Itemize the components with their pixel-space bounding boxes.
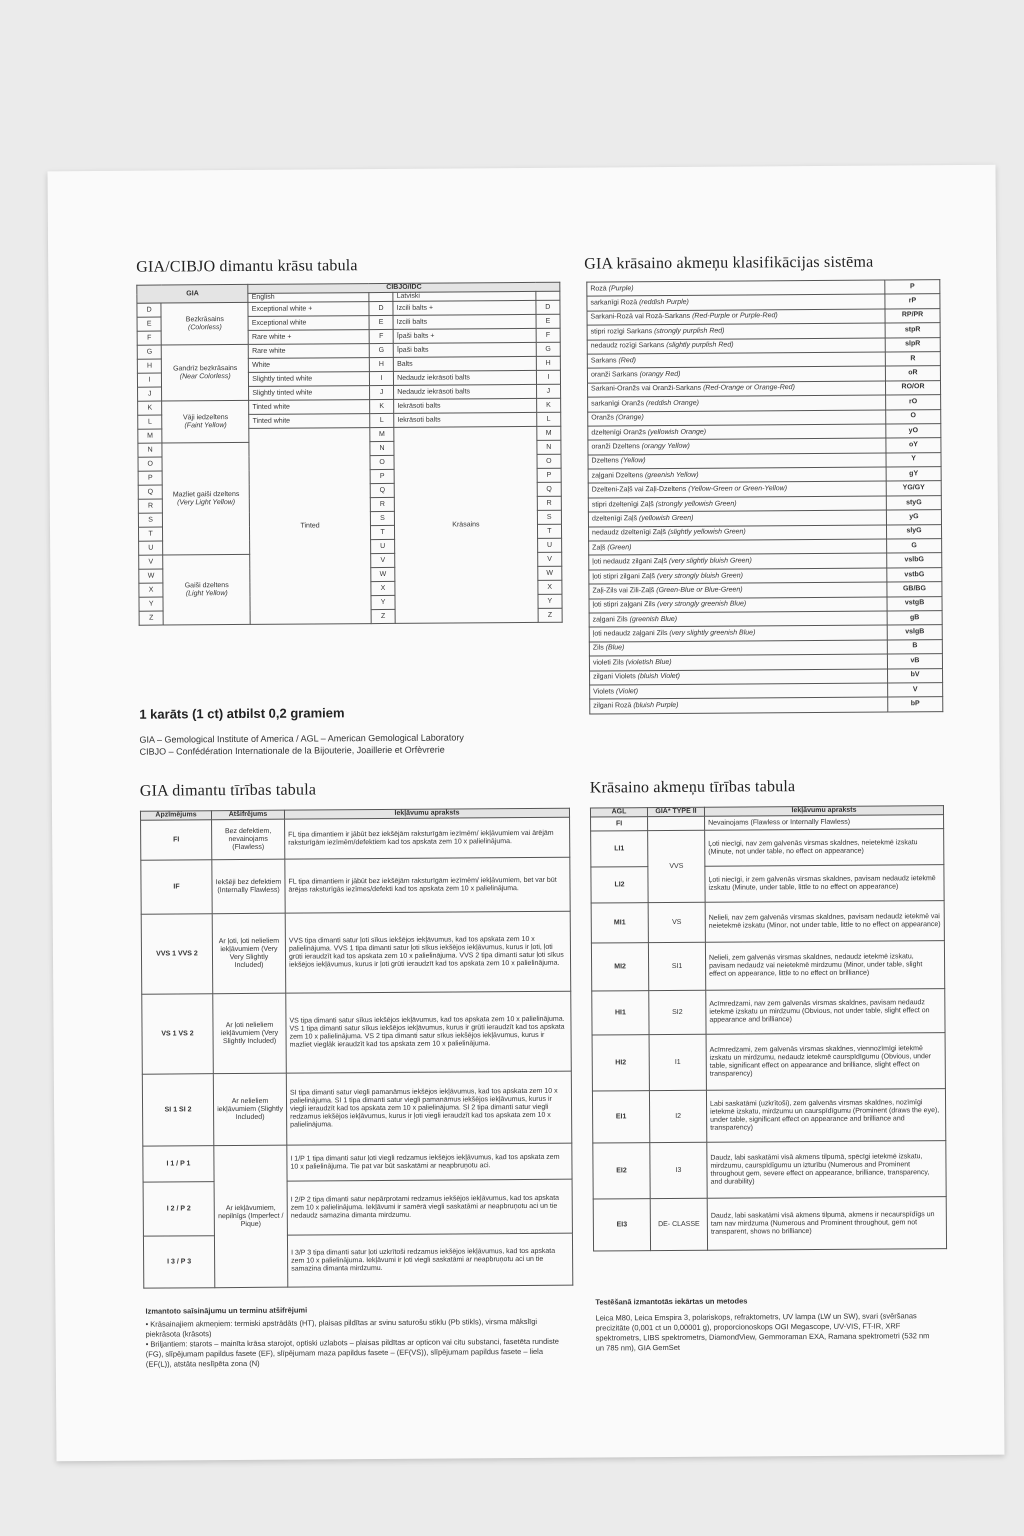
grade-name: Violets bbox=[593, 687, 617, 696]
grade-name: Oranžs bbox=[591, 414, 616, 422]
agl-grade: MI2 bbox=[591, 943, 648, 991]
clarity-grade: I 2 / P 2 bbox=[143, 1182, 214, 1236]
latvian-header: Latviski bbox=[393, 291, 536, 301]
grade-code: P bbox=[885, 280, 940, 295]
grade-name: zilgani Rozā bbox=[593, 702, 634, 710]
grade-code: slyG bbox=[886, 524, 941, 539]
grade-letter: W bbox=[139, 569, 163, 583]
idc-letter: U bbox=[537, 538, 561, 552]
idc-letter: V bbox=[537, 552, 561, 566]
grade-letter: R bbox=[138, 499, 162, 513]
grade-english: (very slightly bluish Green) bbox=[668, 557, 752, 566]
idc-letter: M bbox=[536, 426, 560, 440]
grade-code: O bbox=[886, 409, 941, 424]
grade-name: Dzeltens bbox=[591, 457, 621, 465]
grade-name: dzeltenīgi Zaļš bbox=[591, 515, 640, 523]
grade-english: (reddish Orange) bbox=[645, 399, 699, 407]
group-english: (Colorless) bbox=[187, 323, 222, 331]
grade-code: rO bbox=[886, 395, 941, 410]
clarity-meaning: Iekšēji bez defektiem (Internally Flawless) bbox=[212, 859, 285, 914]
agl-grade: FI bbox=[591, 817, 648, 831]
clarity-description: FL tipa dimantiem ir jābūt bez iekšējām raksturīgām iezīmēm/ iekļāvumiem, bet var būt ārējas raksturīgās iezīmes/defekti kad tos apskata zem 10 x palielinājuma. bbox=[285, 857, 570, 913]
grade-letter: E bbox=[137, 317, 161, 331]
grade-english: (greenish Yellow) bbox=[644, 471, 699, 479]
grade-letter: X bbox=[139, 583, 163, 597]
inclusion-header: Iekļāvumu apraksts bbox=[704, 806, 943, 817]
latvian-term: Balts bbox=[394, 356, 537, 371]
idc-letter: K bbox=[536, 398, 560, 412]
english-term: Exceptional white bbox=[248, 316, 369, 331]
english-term: Tinted white bbox=[249, 414, 370, 429]
gia-type-grade: VS bbox=[648, 902, 705, 942]
terms-bullet-stones: • Krāsainajiem akmeņiem: termiski apstrādāts (HT), plaisas pildītas ar svinu saturošu stiklu (Pb stikls), virsma mākslīgi piekrāsota (krāsots) bbox=[145, 1316, 538, 1339]
grade-letter: L bbox=[138, 415, 162, 429]
gia-type-grade: SI1 bbox=[648, 942, 705, 990]
group-name: Gandrīz bezkrāsains bbox=[173, 364, 238, 372]
designation-header: Apzīmējums bbox=[140, 811, 211, 820]
idc-letter: P bbox=[537, 468, 561, 482]
grade-name: oranži Dzeltens bbox=[591, 443, 642, 451]
clarity-meaning: Bez defektiem, nevainojams (Flawless) bbox=[212, 819, 285, 860]
inclusion-description: Daudz, labi saskatāmi visā akmens tilpumā, akmens ir necaurspīdīgs un tam nav mirdzuma (Numerous and Prominent throughout, gem not transparent, shows no brilliance) bbox=[707, 1197, 946, 1251]
cibjo-letter: U bbox=[370, 539, 394, 553]
grade-code: yG bbox=[886, 510, 941, 525]
grade-code: bP bbox=[888, 697, 943, 712]
grade-code: B bbox=[887, 639, 942, 654]
idc-letter: Q bbox=[537, 482, 561, 496]
grade-code: oY bbox=[886, 438, 941, 453]
grade-letter: N bbox=[138, 443, 162, 457]
clarity-meaning: Ar ļoti, ļoti nelieliem iekļāvumiem (Very Very Slightly Included) bbox=[212, 913, 286, 994]
grade-letter: I bbox=[137, 373, 161, 387]
cibjo-letter: G bbox=[369, 343, 393, 357]
clarity-description: FL tipa dimantiem ir jābūt bez iekšējām raksturīgām iezīmēm/ iekļāvumiem vai ārējām raksturīgām iezīmēm/defektiem kad tos apskata zem 10 x palielinājuma. bbox=[285, 817, 570, 859]
grade-english: (Green-Blue or Blue-Green) bbox=[656, 586, 743, 594]
grade-code: bV bbox=[888, 668, 943, 683]
cibjo-letter: Q bbox=[370, 483, 394, 497]
inclusion-description: Ļoti niecīgi, ir zem galvenās virsmas skaldnes, pavisam nedaudz ietekmē izskatu (Minute, under table, little to no effect on appearance) bbox=[705, 865, 944, 903]
grade-name: ļoti stipri zilgani Zaļš bbox=[592, 572, 657, 581]
cibjo-letter: I bbox=[369, 371, 393, 385]
cibjo-letter: K bbox=[370, 399, 394, 413]
cibjo-letter: F bbox=[369, 329, 393, 343]
clarity-table-title: GIA dimantu tīrības tabula bbox=[139, 781, 317, 800]
cibjo-letter: P bbox=[370, 469, 394, 483]
grade-english: (orangy Yellow) bbox=[641, 442, 690, 451]
grade-english: (reddish Purple) bbox=[639, 298, 689, 307]
idc-letter: S bbox=[537, 510, 561, 524]
grade-english: (bluish Purple) bbox=[633, 701, 679, 710]
grade-letter: U bbox=[139, 541, 163, 555]
cibjo-letter: Y bbox=[371, 595, 395, 609]
grade-name: ļoti stipri zaļgani Zils bbox=[592, 601, 658, 609]
idc-letter: J bbox=[536, 384, 560, 398]
gia-definition: GIA – Gemological Institute of America / AGL – American Gemological Laboratory bbox=[139, 732, 464, 745]
clarity-grade: VS 1 VS 2 bbox=[142, 994, 214, 1074]
grade-letter: O bbox=[138, 457, 162, 471]
inclusion-description: Acīmredzami, nav zem galvenās virsmas skaldnes, pavisam nedaudz ietekmē izskatu un mirdzumu (Obvious, not under table, slight effect on appearance and brilliance) bbox=[706, 989, 945, 1035]
spacer bbox=[369, 292, 393, 301]
gia-header: GIA bbox=[137, 284, 248, 303]
carat-statement: 1 karāts (1 ct) atbilst 0,2 gramiem bbox=[139, 705, 345, 722]
english-term: Rare white + bbox=[248, 330, 369, 345]
tinted-label: Tinted bbox=[249, 428, 371, 625]
idc-letter: O bbox=[537, 454, 561, 468]
grade-english: (Orange) bbox=[615, 414, 644, 422]
meaning-header: Atšifrējums bbox=[211, 810, 284, 820]
stone-clarity-title: Krāsaino akmeņu tīrības tabula bbox=[589, 778, 796, 797]
english-term: Rare white bbox=[249, 344, 370, 359]
grade-letter: T bbox=[138, 527, 162, 541]
color-group bbox=[162, 442, 250, 555]
grade-name: Zils bbox=[592, 644, 606, 652]
grade-letter: G bbox=[137, 345, 161, 359]
grade-english: (greenish Blue) bbox=[629, 615, 678, 623]
grade-code: gY bbox=[886, 467, 941, 482]
agl-grade: LI1 bbox=[591, 831, 648, 867]
grade-code: vB bbox=[887, 654, 942, 669]
clarity-grade: IF bbox=[141, 860, 212, 914]
clarity-meaning: Ar iekļāvumiem, nepilnīgs (Imperfect / Pique) bbox=[214, 1145, 288, 1288]
cibjo-letter: W bbox=[371, 567, 395, 581]
color-table-title: GIA/CIBJO dimantu krāsu tabula bbox=[136, 257, 358, 276]
terms-bullet-diamonds: • Briljantiem: starots – mainīta krāsa starojot, optiski uzlabots – plaisas pildītas ar opticon vai citu substanci, fasetēta rundiste (FG), slīpējumam papildus fasete (EF), slīpējumam maza papildus fasete – (EF(VS)), slīpējumam papildus fasete – liela (EF(L)), atstāta neslīpēta zona (N) bbox=[145, 1336, 559, 1369]
clarity-grade: SI 1 SI 2 bbox=[142, 1074, 214, 1146]
gia-type-grade: I2 bbox=[649, 1090, 706, 1142]
document-sheet bbox=[48, 165, 1005, 1462]
terms-title: Izmantoto saīsinājumu un terminu atšifrējumi bbox=[145, 1305, 308, 1316]
idc-letter: W bbox=[537, 566, 561, 580]
grade-name: Zaļš bbox=[592, 544, 608, 552]
color-group bbox=[162, 400, 249, 443]
grade-english: (Green) bbox=[607, 543, 632, 552]
grade-letter: S bbox=[138, 513, 162, 527]
grade-name: zilgani Violets bbox=[593, 673, 638, 681]
group-english: (Light Yellow) bbox=[185, 589, 228, 597]
clarity-description: VS tipa dimanti satur sīkus iekšējos iekļāvumus, kad tos apskata zem 10 x palielinājuma. VS 1 tipa dimanti satur sīkus iekšējos iekļāvumus, kurus ir grūti ieraudzīt kad tos apskata zem 10 x palielinājuma. VS 2 tipa dimanti satur sīkus iekšējos iekļāvumus, kurus ir mazliet vieglāk ieraudzīt kad tos apskata zem 10 x palielinājuma. bbox=[286, 991, 572, 1073]
english-term: Tinted white bbox=[249, 400, 370, 415]
color-group bbox=[161, 302, 248, 345]
grade-letter: M bbox=[138, 429, 162, 443]
colored-label: Krāsains bbox=[394, 426, 538, 623]
equipment-text: Leica M80, Leica Emspira 3, polariskops, refraktometrs, UV lampa (LW un SW), svari (svēršanas precizitāte (0,001 ct un 0,00001 g), proporcionoskops OGI Megascope, UV-VIS, FT-IR, XRF spektrometrs, LIBS spektrometrs, DiamondView, Gemmoraman EXA, Ramana spektrometri (532 nm un 785 nm), GIA GemSet bbox=[595, 1311, 930, 1353]
idc-letter: Z bbox=[538, 608, 562, 622]
gia-type-grade bbox=[648, 816, 705, 830]
description-header: Iekļāvumu apraksts bbox=[284, 808, 569, 819]
grade-code: R bbox=[885, 352, 940, 367]
grade-code: slpR bbox=[885, 337, 940, 352]
idc-letter: N bbox=[537, 440, 561, 454]
cibjo-letter: O bbox=[370, 455, 394, 469]
grade-code: yO bbox=[886, 424, 941, 439]
grade-english: (Purple) bbox=[608, 284, 634, 293]
grade-name: stipri dzeltenīgi Zaļš bbox=[591, 500, 656, 509]
grade-code: RP/PR bbox=[885, 308, 940, 323]
clarity-meaning: Ar nelieliem iekļāvumiem (Slightly Included) bbox=[213, 1073, 287, 1146]
idc-letter: R bbox=[537, 496, 561, 510]
cibjo-letter: E bbox=[369, 315, 393, 329]
color-grading-table bbox=[586, 279, 943, 714]
color-group bbox=[163, 554, 250, 625]
latvian-term: Iekrāsoti balts bbox=[394, 398, 537, 413]
cibjo-header: CIBJO/IDC bbox=[248, 282, 560, 293]
clarity-description: I 1/P 1 tipa dimanti satur ļoti viegli redzamus iekšējos iekļāvumus, kad tos apskata zem 10 x palielinājuma. Tie pat var būt saskatāmi ar neapbruņotu aci. bbox=[287, 1143, 572, 1181]
grade-description bbox=[590, 697, 888, 713]
grade-english: (Red) bbox=[618, 356, 637, 364]
grade-english: (Yellow-Green or Green-Yellow) bbox=[688, 485, 788, 494]
clarity-grade: FI bbox=[141, 820, 212, 860]
latvian-term: Īpaši balts bbox=[393, 342, 536, 357]
grade-letter: Y bbox=[139, 597, 163, 611]
grade-letter: Z bbox=[139, 611, 163, 625]
group-english: (Near Colorless) bbox=[179, 372, 231, 380]
diamond-color-table bbox=[136, 282, 562, 626]
agl-grade: EI3 bbox=[593, 1199, 650, 1251]
idc-letter: L bbox=[536, 412, 560, 426]
grade-code: vstbG bbox=[887, 567, 942, 582]
latvian-term: Izcili balts bbox=[393, 314, 536, 329]
grade-english: (slightly yellowish Green) bbox=[667, 528, 746, 537]
grade-english: (Blue) bbox=[605, 644, 625, 652]
grade-english: (yellowish Orange) bbox=[647, 428, 707, 436]
english-header: English bbox=[248, 293, 369, 303]
grade-english: (strongly yellowish Green) bbox=[655, 500, 737, 508]
group-name: Gaiši dzeltens bbox=[184, 581, 229, 589]
english-term: Slightly tinted white bbox=[249, 386, 370, 401]
english-term: Slightly tinted white bbox=[249, 372, 370, 387]
group-name: Bezkrāsains bbox=[185, 315, 224, 323]
cibjo-letter: H bbox=[369, 357, 393, 371]
group-english: (Faint Yellow) bbox=[184, 421, 227, 429]
grade-code: YG/GY bbox=[886, 481, 941, 496]
latvian-term: Nedaudz iekrāsoti balts bbox=[394, 370, 537, 385]
grade-name: nedaudz dzeltenīgi Zaļš bbox=[592, 529, 668, 537]
cibjo-letter: D bbox=[369, 301, 393, 315]
agl-grade: LI2 bbox=[591, 867, 648, 903]
cibjo-letter: V bbox=[371, 553, 395, 567]
equipment-section bbox=[595, 1295, 935, 1353]
inclusion-description: Acīmredzami, zem galvenās virsmas skaldnes, viennozīmīgi ietekmē izskatu un mirdzumu, nedaudz ietekmē caurspīdīgumu (Obvious, under table, significant effect on appearance and brilliance, slight effect on transparency) bbox=[706, 1033, 945, 1091]
clarity-grade: I 1 / P 1 bbox=[143, 1146, 214, 1182]
grade-english: (yellowish Green) bbox=[639, 514, 694, 523]
inclusion-description: Nevainojams (Flawless or Internally Flawless) bbox=[705, 815, 944, 831]
grade-name: oranži Sarkans bbox=[590, 371, 640, 379]
latvian-term: Iekrāsoti balts bbox=[394, 412, 537, 427]
idc-letter: X bbox=[538, 580, 562, 594]
latvian-term: Nedaudz iekrāsoti balts bbox=[394, 384, 537, 399]
idc-letter: H bbox=[536, 356, 560, 370]
grade-english: (Yellow) bbox=[620, 457, 646, 465]
grade-name: Sarkans bbox=[590, 356, 619, 365]
agl-grade: EI1 bbox=[592, 1091, 649, 1143]
agl-grade: EI2 bbox=[593, 1143, 650, 1199]
idc-letter: G bbox=[536, 342, 560, 356]
grade-english: (very strongly greenish Blue) bbox=[657, 600, 747, 609]
grade-english: (Red-Purple or Purple-Red) bbox=[692, 312, 778, 321]
grade-english: (Red-Orange or Orange-Red) bbox=[703, 384, 795, 393]
agl-grade: HI1 bbox=[592, 991, 649, 1035]
grade-code: vslgB bbox=[887, 625, 942, 640]
cibjo-letter: J bbox=[369, 385, 393, 399]
gia-type-grade: DE- CLASSE bbox=[650, 1198, 707, 1250]
gia-type-grade: I1 bbox=[649, 1034, 706, 1090]
grade-name: ļoti nedaudz zilgani Zaļš bbox=[592, 558, 669, 566]
diamond-clarity-table bbox=[140, 808, 573, 1289]
grade-code: G bbox=[887, 539, 942, 554]
agl-header: AGL bbox=[590, 808, 647, 817]
stone-clarity-table bbox=[590, 805, 947, 1251]
grade-name: Dzelteni-Zaļš vai Zaļi-Dzeltens bbox=[591, 486, 689, 494]
grade-letter: D bbox=[137, 303, 161, 317]
clarity-description: I 3/P 3 tipa dimanti satur ļoti uzkrītoši redzamus iekšējos iekļāvumus, kad tos apskata zem 10 x palielinājuma. Iekļāvumi ir ļoti viegli saskatāmi ar neapbruņotu aci un tie samazina dimanta mirdzumu. bbox=[287, 1233, 572, 1287]
grade-name: nedaudz rozīgi Sarkans bbox=[590, 342, 667, 350]
grade-letter: V bbox=[139, 555, 163, 569]
grade-code: oR bbox=[885, 366, 940, 381]
grade-english: (bluish Violet) bbox=[637, 673, 680, 681]
group-name: Vāji iedzeltens bbox=[182, 413, 229, 421]
gia-type-grade: I3 bbox=[650, 1142, 707, 1198]
spacer bbox=[536, 291, 560, 300]
clarity-grade: I 3 / P 3 bbox=[143, 1236, 214, 1288]
group-english: (Very Light Yellow) bbox=[177, 498, 236, 506]
english-term: Exceptional white + bbox=[248, 302, 369, 317]
idc-letter: F bbox=[536, 328, 560, 342]
grade-english: (slightly purplish Red) bbox=[666, 341, 734, 350]
grade-name: Sarkani-Oranžs vai Oranži-Sarkans bbox=[591, 385, 704, 393]
inclusion-description: Daudz, labi saskatāmi visā akmens tilpumā, spēcīgi ietekmē izskatu, mirdzumu, caurspīdīgumu un izturību (Numerous and Prominent throughout gem, severe effect on appearance, brilliance, transparency, and durability) bbox=[707, 1141, 946, 1199]
idc-letter: E bbox=[536, 314, 560, 328]
grade-name: sarkanīgi Oranžs bbox=[591, 399, 647, 408]
inclusion-description: Nelieli, nav zem galvenās virsmas skaldnes, pavisam nedaudz ietekmē vai neietekmē izskatu (Minor, not under table, little to no effect on appearance) bbox=[705, 901, 944, 943]
cibjo-letter: R bbox=[370, 497, 394, 511]
cibjo-letter: S bbox=[370, 511, 394, 525]
agl-grade: MI1 bbox=[591, 903, 648, 943]
idc-letter: Y bbox=[538, 594, 562, 608]
grade-code: styG bbox=[886, 495, 941, 510]
grade-name: zaļgani Dzeltens bbox=[591, 471, 645, 480]
idc-letter: T bbox=[537, 524, 561, 538]
group-name: Mazliet gaiši dzeltens bbox=[172, 490, 240, 498]
cibjo-letter: L bbox=[370, 413, 394, 427]
cibjo-letter: Z bbox=[371, 609, 395, 623]
gia-type-grade: SI2 bbox=[649, 990, 706, 1034]
cibjo-letter: M bbox=[370, 427, 394, 441]
cibjo-definition: CIBJO – Confédération Internationale de la Bijouterie, Joaillerie et Orfèvrerie bbox=[139, 744, 445, 757]
latvian-term: Izcili balts + bbox=[393, 300, 536, 315]
gia-type-grade: VVS bbox=[648, 830, 706, 902]
grade-code: RO/OR bbox=[885, 380, 940, 395]
grade-code: stpR bbox=[885, 323, 940, 338]
grade-name: stipri rozīgi Sarkans bbox=[590, 327, 655, 336]
grade-code: vslbG bbox=[887, 553, 942, 568]
grade-english: (violetish Blue) bbox=[625, 658, 672, 667]
grade-english: (strongly purplish Red) bbox=[654, 327, 725, 335]
grade-code: Y bbox=[886, 452, 941, 467]
grade-name: zaļgani Zils bbox=[592, 615, 630, 624]
grade-english: (orangy Red) bbox=[639, 370, 681, 379]
grade-letter: J bbox=[138, 387, 162, 401]
grade-letter: Q bbox=[138, 485, 162, 499]
color-group bbox=[162, 344, 249, 401]
grade-english: (very strongly bluish Green) bbox=[656, 571, 743, 580]
grade-letter: H bbox=[137, 359, 161, 373]
equipment-title: Testēšanā izmantotās iekārtas un metodes bbox=[595, 1296, 748, 1307]
english-term: White bbox=[249, 358, 370, 373]
grade-letter: P bbox=[138, 471, 162, 485]
gia-type-header: GIA* TYPE II bbox=[647, 807, 704, 816]
clarity-description: VVS tipa dimanti satur ļoti sīkus iekšējos iekļāvumus, kad tos apskata zem 10 x palielinājuma. VVS 1 tipa dimanti satur ļoti sīkus iekšējos iekļāvumus, kurus ir ļoti, ļoti grūti ieraudzīt kad tos apskata zem 10 x palielinājuma. VVS 2 tipa dimanti satur ļoti sīkus iekšējos iekļāvumus, kurus ir ļoti grūti ieraudzīt kad tos apskata zem 10 x palielinājuma. bbox=[285, 911, 571, 993]
grade-name: dzeltenīgi Oranžs bbox=[591, 428, 648, 437]
grade-code: rP bbox=[885, 294, 940, 309]
grade-name: violeti Zils bbox=[592, 659, 626, 667]
grade-english: (Violet) bbox=[615, 687, 639, 695]
grading-system-title: GIA krāsaino akmeņu klasifikācijas sistēma bbox=[584, 253, 874, 273]
inclusion-description: Nelieli, zem galvenās virsmas skaldnes, nedaudz ietekmē izskatu, pavisam nedaudz vai neietekmē mirdzumu (Minor, under table, slight effect on appearance, little to no effect on brilliance) bbox=[705, 941, 944, 991]
grade-name: Sarkani-Rozā vai Rozā-Sarkans bbox=[590, 313, 693, 322]
agl-grade: HI2 bbox=[592, 1035, 649, 1091]
idc-letter: D bbox=[536, 300, 560, 314]
cibjo-letter: X bbox=[371, 581, 395, 595]
grade-code: V bbox=[888, 683, 943, 698]
grade-code: gB bbox=[887, 611, 942, 626]
inclusion-description: Labi saskatāmi (uzkrītoši), zem galvenās virsmas skaldnes, nozīmīgi ietekmē izskatu, mirdzumu un caurspīdīgumu (Prominent (draws the eye), under table, significant effect on appearance and brilliance and transparency) bbox=[706, 1089, 945, 1143]
grade-name: Zaļi-Zils vai Zili-Zaļš bbox=[592, 586, 657, 595]
inclusion-description: Ļoti niecīgi, nav zem galvenās virsmas skaldnes, neietekmē izskatu (Minute, not under table, no effect on appearance) bbox=[705, 829, 944, 867]
clarity-description: SI tipa dimanti satur viegli pamanāmus iekšējos iekļāvumus, kad tos apskata zem 10 x palielinājuma. SI 1 tipa dimanti satur viegli pamanāmus iekšējos iekļāvumus, kurus ir viegli ieraudzīt kad tos apskata zem 10 x palielinājuma. SI 2 tipa dimanti satur viegli redzamus iekšējos iekļāvumus, kurus ir ļoti viegli ieraudzīt kad tos apskata zem 10 x palielinājuma. bbox=[286, 1071, 571, 1145]
idc-letter: I bbox=[536, 370, 560, 384]
grade-letter: F bbox=[137, 331, 161, 345]
cibjo-letter: T bbox=[370, 525, 394, 539]
clarity-meaning: Ar ļoti nelieliem iekļāvumiem (Very Slightly Included) bbox=[213, 993, 287, 1074]
grade-code: GB/BG bbox=[887, 582, 942, 597]
grade-code: vstgB bbox=[887, 596, 942, 611]
grade-english: (very slightly greenish Blue) bbox=[669, 629, 756, 638]
clarity-description: I 2/P 2 tipa dimanti satur nepārprotami redzamus iekšējos iekļāvumus, kad tos apskata zem 10 x palielinājuma. Iekļāvumi ir samērā viegli saskatāmi ar neapbruņotu aci un tie nedaudz samazina dimanta mirdzumu. bbox=[287, 1179, 572, 1235]
clarity-grade: VVS 1 VVS 2 bbox=[141, 914, 213, 994]
grade-letter: K bbox=[138, 401, 162, 415]
grade-name: Rozā bbox=[590, 285, 609, 293]
latvian-term: Īpaši balts + bbox=[393, 328, 536, 343]
grade-name: ļoti nedaudz zaļgani Zils bbox=[592, 630, 670, 638]
cibjo-letter: N bbox=[370, 441, 394, 455]
terms-section bbox=[145, 1304, 565, 1370]
grade-name: sarkanīgi Rozā bbox=[590, 299, 640, 307]
